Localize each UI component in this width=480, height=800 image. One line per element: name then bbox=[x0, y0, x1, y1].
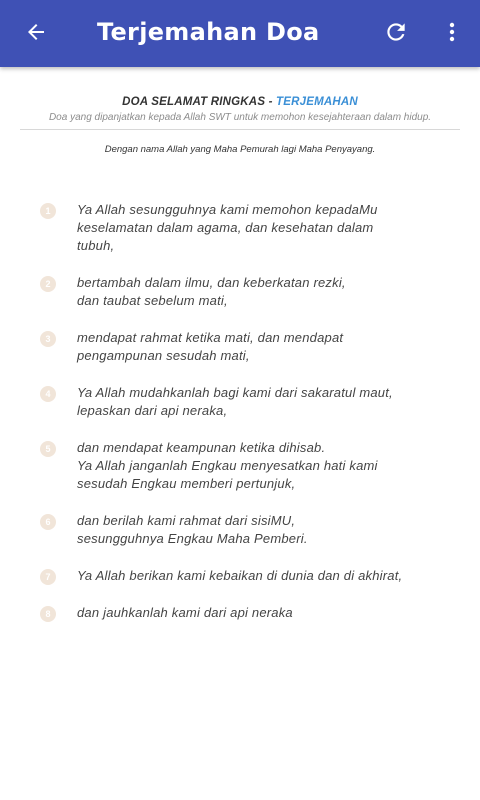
item-number-badge: 5 bbox=[40, 441, 56, 457]
more-vertical-icon bbox=[440, 20, 464, 49]
item-number-badge: 1 bbox=[40, 203, 56, 219]
doa-heading-accent: TERJEMAHAN bbox=[276, 96, 358, 108]
doa-heading-main: DOA SELAMAT RINGKAS - bbox=[122, 96, 277, 108]
item-text: dan mendapat keampunan ketika dihisab. Ya Allah janganlah Engkau menyesatkan hati kami sesudah Engkau memberi pertunjuk, bbox=[77, 440, 378, 491]
item-number-badge: 7 bbox=[40, 569, 56, 585]
item-number-badge: 3 bbox=[40, 331, 56, 347]
doa-header bbox=[0, 67, 480, 123]
divider bbox=[20, 129, 460, 130]
item-number-badge: 8 bbox=[40, 606, 56, 622]
content-area[interactable] bbox=[0, 67, 480, 800]
item-text: mendapat rahmat ketika mati, dan mendapat pengampunan sesudah mati, bbox=[77, 330, 344, 363]
back-button[interactable] bbox=[14, 12, 58, 56]
more-options-button[interactable] bbox=[430, 12, 474, 56]
item-number-badge: 6 bbox=[40, 514, 56, 530]
item-text: dan berilah kami rahmat dari sisiMU, sesungguhnya Engkau Maha Pemberi. bbox=[77, 513, 308, 546]
item-text: Ya Allah sesungguhnya kami memohon kepadaMu keselamatan dalam agama, dan kesehatan dalam tubuh, bbox=[77, 202, 378, 253]
doa-subtitle: Doa yang dipanjatkan kepada Allah SWT untuk memohon kesejahteraan dalam hidup. bbox=[48, 112, 432, 123]
app-bar bbox=[0, 0, 480, 67]
page-title: Terjemahan Doa bbox=[97, 18, 320, 46]
item-text: Ya Allah mudahkanlah bagi kami dari sakaratul maut, lepaskan dari api neraka, bbox=[77, 385, 393, 418]
item-text: dan jauhkanlah kami dari api neraka bbox=[77, 605, 293, 620]
item-number-badge: 2 bbox=[40, 276, 56, 292]
doa-heading bbox=[0, 96, 480, 108]
bismillah-text: Dengan nama Allah yang Maha Pemurah lagi Maha Penyayang. bbox=[104, 144, 376, 155]
item-text: Ya Allah berikan kami kebaikan di dunia dan di akhirat, bbox=[77, 568, 403, 583]
refresh-icon bbox=[383, 19, 409, 50]
refresh-button[interactable] bbox=[374, 12, 418, 56]
item-text: bertambah dalam ilmu, dan keberkatan rezki, dan taubat sebelum mati, bbox=[77, 275, 346, 308]
arrow-left-icon bbox=[24, 20, 48, 49]
item-number-badge: 4 bbox=[40, 386, 56, 402]
